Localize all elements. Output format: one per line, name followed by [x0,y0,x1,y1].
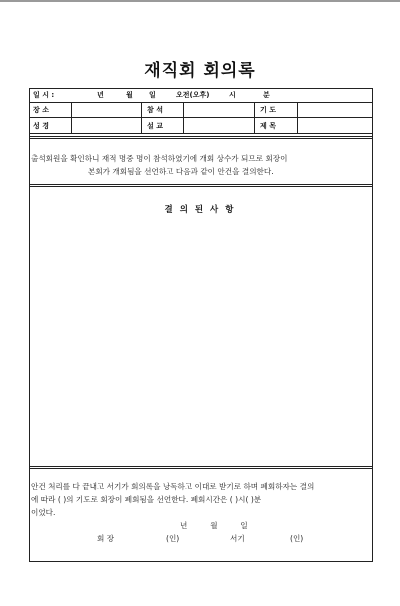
double-rule [29,466,373,469]
closing-line-1: 안건 처리를 다 끝내고 서기가 회의록을 낭독하고 이대로 받기로 하며 폐회하자는 결의 [31,482,315,491]
signature-year: 년 [180,521,188,530]
divider [141,103,142,117]
ampm-label: 오전(오후) [176,91,210,99]
prayer-label: 기 도 [260,106,276,114]
scripture-row [29,118,373,134]
divider [71,118,72,133]
divider [254,103,255,117]
minute-label: 분 [263,91,270,99]
intro-line-1: 출석회원을 확인하니 재적 명중 명이 참석하였기에 개회 상수가 되므로 회장이 [31,154,288,163]
divider [254,118,255,133]
double-rule [29,184,373,187]
intro-line-2: 본회가 개회됨을 선언하고 다음과 같이 안건을 결의한다. [88,167,274,176]
attendance-label: 참 석 [147,106,163,114]
divider [183,103,184,117]
secretary-label: 서기 [230,534,245,543]
sermon-label: 설 교 [147,121,163,130]
document-title: 재직회 회의록 [144,61,256,81]
place-label: 장 소 [33,106,49,114]
signature-month: 월 [210,521,218,530]
divider [297,103,298,117]
divider [71,103,72,117]
divider [297,118,298,133]
page-top-border [0,0,400,2]
chair-seal: (인) [166,534,180,543]
date-row [29,88,373,103]
divider [141,118,142,133]
date-label: 일 시 : [33,91,55,99]
day-label: 일 [149,91,156,99]
secretary-seal: (인) [290,534,304,543]
chair-label: 회 장 [97,534,115,543]
closing-line-2: 에 따라 ( )의 기도로 회장이 폐회됨을 선언한다. 폐회시간은 ( )시( )분 [31,495,262,504]
year-label: 년 [97,91,104,99]
scripture-label: 성 경 [33,121,49,130]
closing-line-3: 이었다. [31,508,56,517]
divider [183,118,184,133]
resolution-heading: 결 의 된 사 항 [164,205,236,215]
signature-date [180,519,260,532]
signature-day: 일 [240,521,248,530]
hour-label: 시 [229,91,236,99]
place-row [29,103,373,118]
topic-label: 제 목 [260,121,276,130]
double-rule [29,136,373,139]
month-label: 월 [126,91,133,99]
